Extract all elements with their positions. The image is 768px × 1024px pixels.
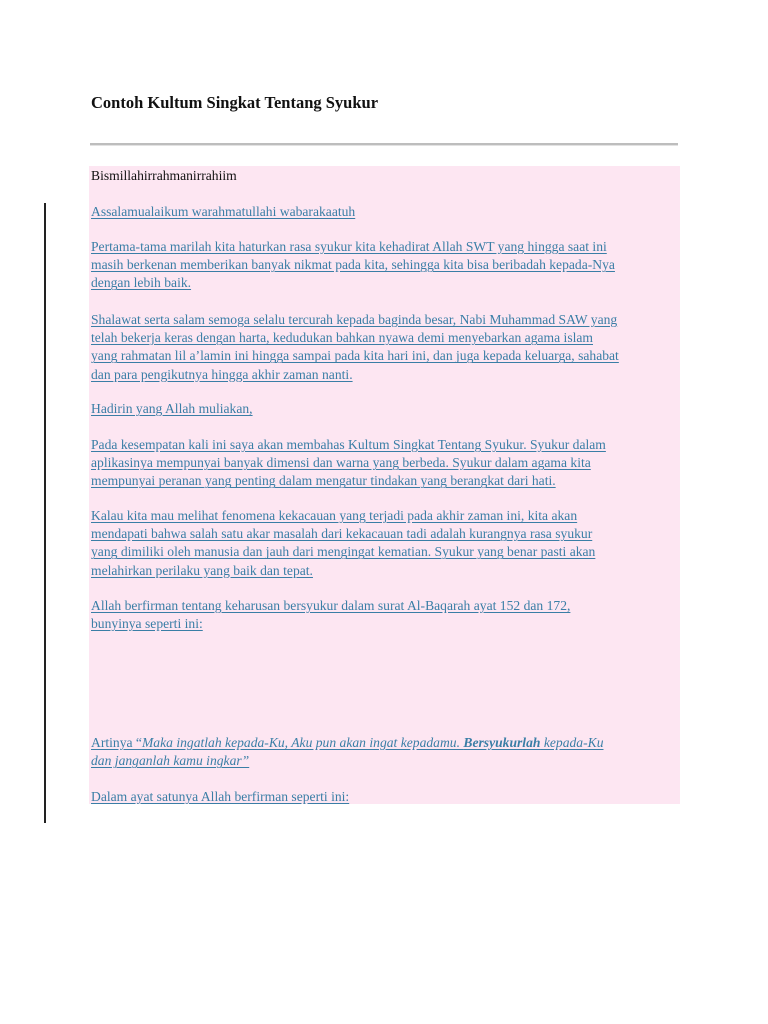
paragraph-hadirin[interactable]: Hadirin yang Allah muliakan, bbox=[91, 401, 253, 416]
paragraph-closing[interactable]: Dalam ayat satunya Allah berfirman seperti ini: bbox=[91, 789, 350, 804]
paragraph-shalawat[interactable]: Shalawat serta salam semoga selalu tercurah kepada baginda besar, Nabi Muhammad SAW yang telah bekerja keras dengan harta, kedudukan bahkan nyawa demi menyebarkan agama islam yang rahmatan lil a’lamin ini hingga sampai pada kita hari ini, dan juga kepada keluarga, sahabat dan para pengikutnya hingga akhir zaman nanti. bbox=[91, 312, 619, 382]
translation-text: Maka ingatlah kepada-Ku, Aku pun akan ingat kepadamu. bbox=[141, 735, 464, 750]
title-divider bbox=[90, 143, 678, 146]
translation-text-continued: kepada-Ku bbox=[540, 735, 604, 750]
paragraph-al-baqarah[interactable]: Allah berfirman tentang keharusan bersyukur dalam surat Al-Baqarah ayat 152 dan 172, bunyinya seperti ini: bbox=[91, 598, 571, 632]
translation-line-2: dan janganlah kamu ingkar” bbox=[91, 753, 250, 769]
margin-change-bar bbox=[44, 203, 46, 823]
translation-emphasis: Bersyukurlah bbox=[463, 735, 541, 750]
paragraph-kesempatan[interactable]: Pada kesempatan kali ini saya akan membahas Kultum Singkat Tentang Syukur. Syukur dalam aplikasinya mempunyai banyak dimensi dan warna yang berbeda. Syukur dalam agama kita mempunyai peranan yang penting dalam mengatur tindakan yang berangkat dari hati. bbox=[91, 437, 606, 489]
document-title: Contoh Kultum Singkat Tentang Syukur bbox=[91, 93, 379, 112]
translation-prefix: Artinya “ bbox=[91, 735, 142, 750]
paragraph-syukur-intro[interactable]: Pertama-tama marilah kita haturkan rasa syukur kita kehadirat Allah SWT yang hingga saat ini masih berkenan memberikan banyak nikmat pada kita, sehingga kita bisa beribadah kepada-Nya dengan lebih baik. bbox=[91, 239, 615, 291]
opening-basmala: Bismillahirrahmanirrahiim bbox=[91, 168, 237, 183]
translation-paragraph[interactable] bbox=[91, 734, 604, 770]
greeting-link[interactable]: Assalamualaikum warahmatullahi wabarakaatuh bbox=[91, 204, 356, 219]
paragraph-fenomena[interactable]: Kalau kita mau melihat fenomena kekacauan yang terjadi pada akhir zaman ini, kita akan mendapati bahwa salah satu akar masalah dari kekacauan tadi adalah kurangnya rasa syukur yang dimiliki oleh manusia dan jauh dari mengingat kematian. Syukur yang benar pasti akan melahirkan perilaku yang baik dan tepat. bbox=[91, 508, 596, 578]
